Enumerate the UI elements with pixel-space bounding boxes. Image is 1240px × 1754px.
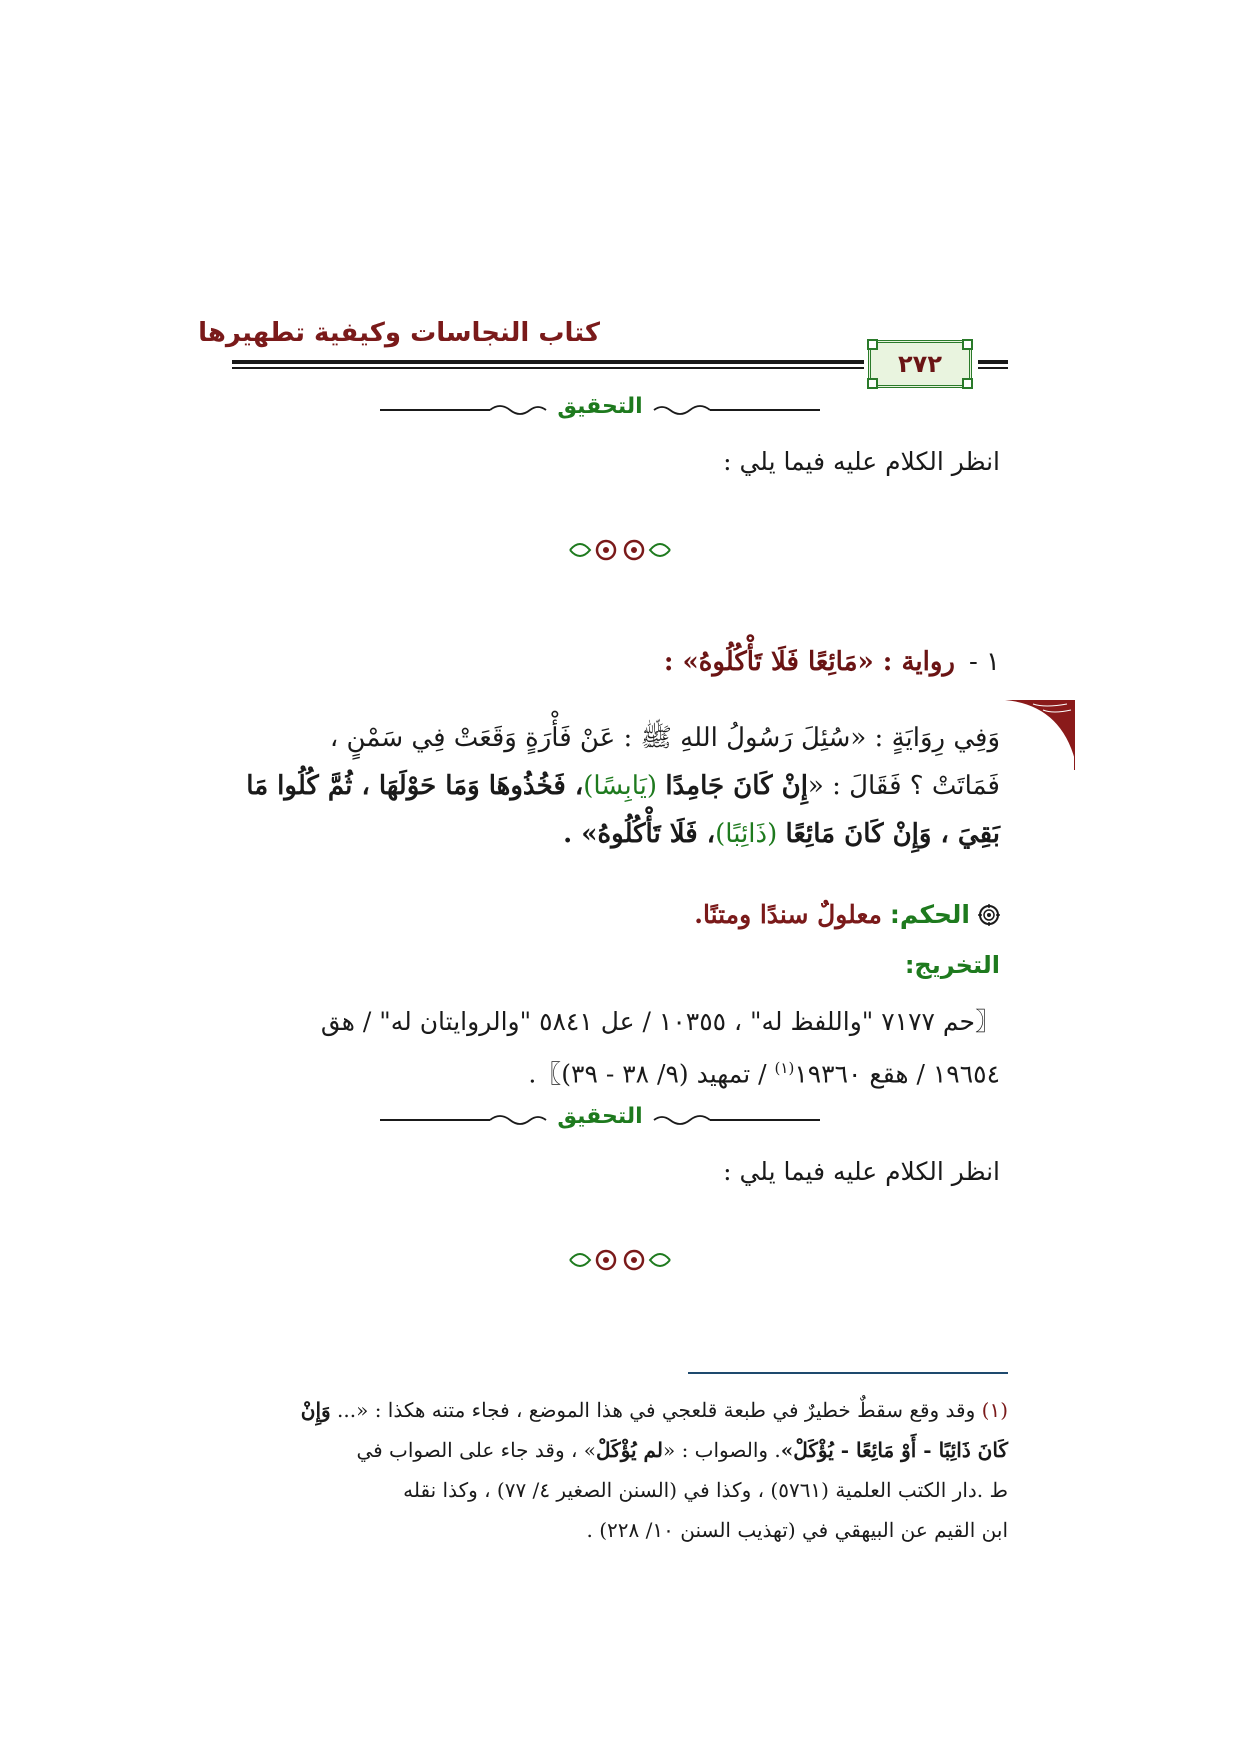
hadith-line-3 [220, 814, 1000, 854]
footnote-rule [688, 1372, 1008, 1374]
hadith-number: ١ - [968, 647, 1000, 677]
hadith-gloss-yabisan: (يَابِسًا) [583, 771, 658, 801]
footnote-number: (١) [981, 1398, 1008, 1422]
ruling-value: معلولٌ سندًا ومتنًا. [694, 900, 882, 929]
hadith-line-2-bold: إِنْ كَانَ جَامِدًا [665, 771, 808, 801]
footnote-reference[interactable]: (١) [774, 1059, 795, 1077]
header-rule [232, 360, 864, 364]
corner-decoration-icon [1005, 700, 1075, 770]
tahqiq-text-1: انظر الكلام عليه فيما يلي : [723, 447, 1000, 476]
footnote-line-1 [228, 1392, 1008, 1428]
tahqiq-label: التحقيق [557, 394, 643, 419]
hadith-heading [220, 642, 1000, 682]
takhrij-label: التخريج: [904, 951, 1000, 979]
takhrij-line-1: 〖حم ٧١٧٧ "واللفظ له" ، ١٠٣٥٥ / عل ٥٨٤١ "والروايتان له" / هق [320, 1007, 1000, 1036]
hadith-line-2-intro: فَمَاتَتْ ؟ فَقَالَ : « [807, 771, 1000, 801]
hadith-line-3-rest: ، فَلَا تَأْكُلُوهُ» . [563, 819, 716, 849]
hadith-title: رواية : «مَائِعًا فَلَا تَأْكُلُوهُ» : [663, 647, 955, 677]
hadith-line-2 [220, 766, 1000, 806]
header-rule-thin [232, 367, 864, 369]
hadith-gloss-dhaiban: (ذَائِبًا) [715, 819, 778, 849]
footnote-line-2-rest: » ، وقد جاء على الصواب في [356, 1438, 597, 1462]
ruling-label: الحكم: [889, 900, 970, 929]
hadith-line-2-rest: ، فَخُذُوهَا وَمَا حَوْلَهَا ، ثُمَّ كُلُوا مَا [246, 771, 584, 801]
running-title: كتاب النجاسات وكيفية تطهيرها [198, 318, 600, 348]
footnote-line-2-correct: لم يُؤْكَلْ [596, 1438, 663, 1462]
tahqiq-divider-1 [380, 390, 820, 430]
tahqiq-text-2: انظر الكلام عليه فيما يلي : [723, 1157, 1000, 1186]
header-rule-right-thin [978, 367, 1008, 369]
ornament-icon [560, 530, 680, 570]
footnote-line-2 [228, 1432, 1008, 1468]
ruling [220, 895, 1000, 935]
tahqiq-divider-2 [380, 1100, 820, 1140]
takhrij-line-2-end: / تمهيد (٩/ ٣٨ - ٣٩)〗. [528, 1059, 767, 1089]
takhrij-line-2-start: ١٩٦٥٤ / هقع ١٩٣٦٠ [794, 1059, 1000, 1089]
header-rule-right [978, 360, 1008, 364]
rosette-icon [978, 904, 1000, 926]
hadith-line-3-bold: بَقِيَ ، وَإِنْ كَانَ مَائِعًا [785, 819, 1000, 849]
hadith-line-1: وَفِي رِوَايَةٍ : «سُئِلَ رَسُولُ اللهِ ﷺ : عَنْ فَأْرَةٍ وَقَعَتْ فِي سَمْنٍ ، [329, 723, 1000, 753]
footnote-line-3: ط .دار الكتب العلمية (٥٧٦١) ، وكذا في (السنن الصغير ٤/ ٧٧) ، وكذا نقله [403, 1478, 1008, 1502]
tahqiq-label: التحقيق [557, 1104, 643, 1129]
takhrij-line-2 [220, 1048, 1000, 1094]
page-number: ٢٧٢ [898, 350, 942, 378]
page-number-badge [868, 340, 972, 388]
footnote-line-2-text: . والصواب : « [662, 1438, 781, 1462]
footnote-line-1-text: وقد وقع سقطٌ خطيرٌ في طبعة قلعجي في هذا الموضع ، فجاء متنه هكذا : «... [330, 1398, 976, 1422]
footnote-line-2-bold: كَانَ ذَائِبًا - أَوْ مَائِعًا - يُؤْكَلْ» [780, 1438, 1008, 1462]
ornament-icon [560, 1240, 680, 1280]
footnote-line-1-bold: وَإِنْ [300, 1398, 331, 1422]
footnote-line-4: ابن القيم عن البيهقي في (تهذيب السنن ١٠/ ٢٢٨) . [586, 1518, 1008, 1542]
